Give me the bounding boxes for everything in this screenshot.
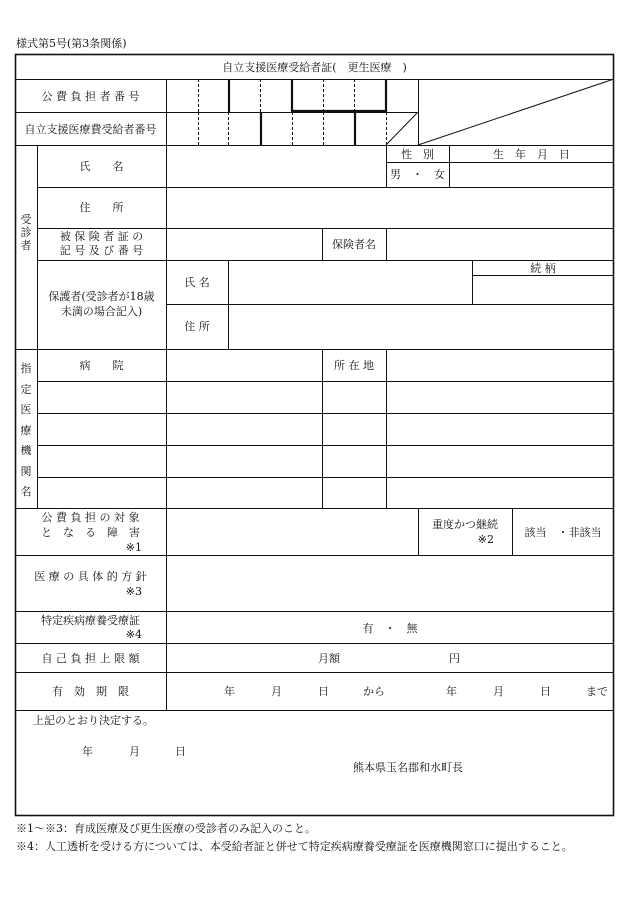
decision-statement: 上記のとおり決定する。 — [33, 714, 154, 727]
birth-date-label: 生 年 月 日 — [493, 148, 570, 161]
decision-month: 月 — [129, 745, 140, 758]
specific-disease-value: 有 ・ 無 — [362, 622, 418, 635]
specific-disease-label: 特定疾病療養受療証 — [41, 614, 140, 627]
insurer-name-label: 保険者名 — [332, 238, 376, 251]
insurance-card-label-line2: 記 号 及 び 番 号 — [59, 244, 144, 257]
validity-end-day: 日 — [540, 685, 551, 698]
insurance-card-label-line1: 被 保 険 者 証 の — [59, 230, 144, 243]
copay-yen-unit: 円 — [449, 652, 460, 665]
guardian-label-line2: 未満の場合記入) — [60, 305, 143, 318]
specific-disease-note: ※4 — [125, 628, 142, 641]
location-label: 所 在 地 — [334, 359, 374, 372]
copay-monthly-label: 月額 — [318, 652, 340, 665]
guardian-name-label: 氏 名 — [184, 276, 210, 289]
decision-day: 日 — [175, 745, 186, 758]
treatment-policy-label: 医 療 の 具 体 的 方 針 — [34, 570, 147, 583]
public-payer-number-label: 公 費 負 担 者 番 号 — [41, 90, 140, 103]
footnote-1-3: ※1～※3：育成医療及び更生医療の受診者のみ記入のこと。 — [16, 822, 316, 835]
severity-note-2: ※2 — [477, 533, 494, 546]
disability-label-line1: 公 費 負 担 の 対 象 — [41, 511, 140, 524]
footnote-4: ※4：人工透析を受ける方については、本受給者証と併せて特定疾病療養受療証を医療機関窓口に提出すること。 — [16, 840, 573, 853]
form-title: 自立支援医療受給者証( 更生医療 ) — [222, 61, 407, 74]
recipient-number-label: 自立支援医療費受給者番号 — [24, 123, 157, 136]
form-number: 様式第5号(第3条関係) — [16, 37, 127, 50]
severity-label: 重度かつ継続 — [432, 518, 498, 531]
issuer-name: 熊本県玉名郡和水町長 — [353, 761, 463, 774]
sex-label: 性 別 — [401, 148, 434, 161]
validity-to: まで — [586, 685, 608, 698]
patient-address-label: 住 所 — [79, 201, 124, 214]
disability-note-1: ※1 — [125, 541, 142, 554]
validity-from: から — [363, 685, 385, 698]
institution-section-label: 指定医療機関名 — [20, 362, 32, 498]
validity-end-year: 年 — [446, 685, 457, 698]
copay-limit-label: 自 己 負 担 上 限 額 — [41, 652, 140, 665]
validity-start-day: 日 — [318, 685, 329, 698]
disability-label-line2: と な る 障 害 — [41, 526, 140, 539]
hospital-label: 病 院 — [79, 359, 124, 372]
decision-year: 年 — [82, 745, 93, 758]
validity-period-label: 有 効 期 限 — [52, 685, 129, 698]
sex-value: 男 ・ 女 — [390, 168, 445, 181]
patient-section-label: 受診者 — [20, 213, 32, 252]
guardian-label-line1: 保護者(受診者が18歳 — [48, 290, 155, 303]
validity-start-month: 月 — [271, 685, 282, 698]
validity-start-year: 年 — [224, 685, 235, 698]
guardian-address-label: 住 所 — [184, 320, 210, 333]
severity-value: 該当 ・非該当 — [524, 526, 602, 539]
validity-end-month: 月 — [493, 685, 504, 698]
patient-name-label: 氏 名 — [79, 160, 124, 173]
relationship-label: 続 柄 — [530, 262, 556, 275]
treatment-policy-note: ※3 — [125, 585, 142, 598]
